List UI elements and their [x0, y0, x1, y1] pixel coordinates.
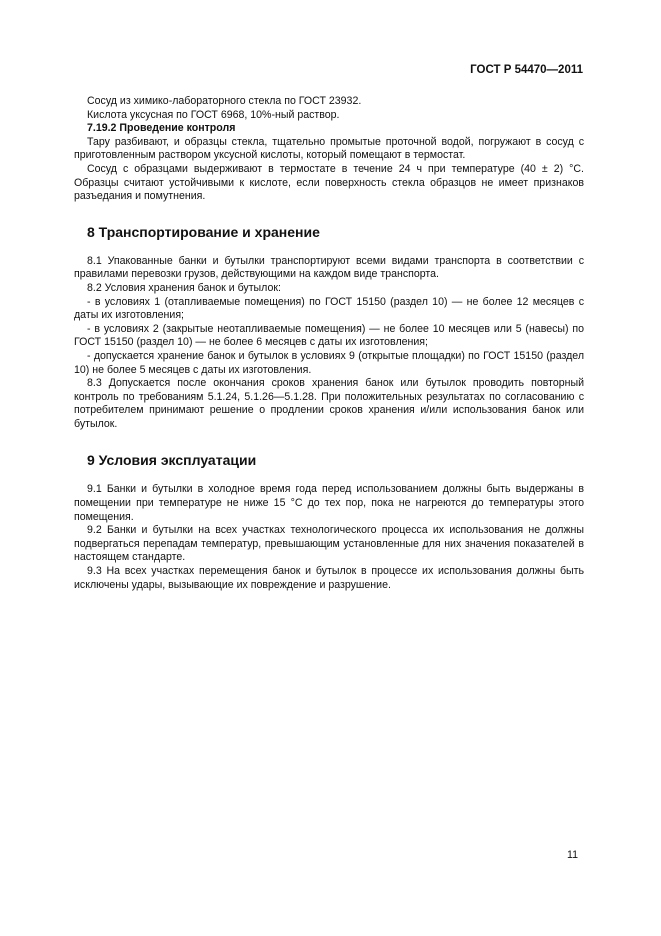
document-code: ГОСТ Р 54470—2011 [470, 64, 583, 76]
list-item: - в условиях 2 (закрытые неотапливаемые помещения) — не более 10 месяцев или 5 (навесы) по ГОСТ 15150 (раздел 10) — не более 6 месяцев с даты их изготовления; [74, 322, 584, 349]
paragraph: 8.3 Допускается после окончания сроков хранения банок или бутылок проводить повторный контроль по требованиям 5.1.24, 5.1.26—5.1.28. При положительных результатах по согласованию с потребителем принимают решение о продлении сроков хранения и/или использования банок или бутылок. [74, 377, 584, 430]
paragraph: 9.2 Банки и бутылки на всех участках технологического процесса их использования не должны подвергаться перепадам температур, превышающим установленные для них значения показателей в настоящем стандарте. [74, 524, 584, 564]
list-item: - в условиях 1 (отапливаемые помещения) по ГОСТ 15150 (раздел 10) — не более 12 месяцев с даты их изготовления; [74, 295, 584, 322]
page-number: 11 [567, 849, 578, 861]
document-body [74, 95, 584, 592]
section-heading-8: 8 Транспортирование и хранение [87, 223, 320, 240]
paragraph: Сосуд из химико-лабораторного стекла по ГОСТ 23932. [87, 95, 362, 107]
paragraph: 8.2 Условия хранения банок и бутылок: [87, 281, 281, 294]
paragraph: 9.3 На всех участках перемещения банок и бутылок в процессе их использования должны быть исключены удары, вызывающие их повреждение и разрушение. [74, 565, 584, 591]
paragraph: Кислота уксусная по ГОСТ 6968, 10%-ный раствор. [87, 108, 340, 121]
paragraph: 8.1 Упакованные банки и бутылки транспортируют всеми видами транспорта в соответствии с правилами перевозки грузов, действующими на каждом виде транспорта. [74, 254, 584, 281]
paragraph: 9.1 Банки и бутылки в холодное время года перед использованием должны быть выдержаны в помещении при температуре не ниже 15 °С до тех пор, пока не нагреются до температуры этого помещения. [74, 483, 584, 523]
paragraph: Сосуд с образцами выдерживают в термостате в течение 24 ч при температуре (40 ± 2) °С. Образцы считают устойчивыми к кислоте, если поверхность стекла образцов не имеет признаков разъедания и помутнения. [74, 162, 584, 203]
subsection-heading: 7.19.2 Проведение контроля [87, 122, 236, 135]
section-heading-9: 9 Условия эксплуатации [87, 452, 257, 469]
paragraph: Тару разбивают, и образцы стекла, тщательно промытые проточной водой, погружают в сосуд с приготовленным раствором уксусной кислоты, который помещают в термостат. [74, 135, 584, 162]
list-item: - допускается хранение банок и бутылок в условиях 9 (открытые площадки) по ГОСТ 15150 (раздел 10) не более 5 месяцев с даты их изготовления. [74, 349, 584, 376]
